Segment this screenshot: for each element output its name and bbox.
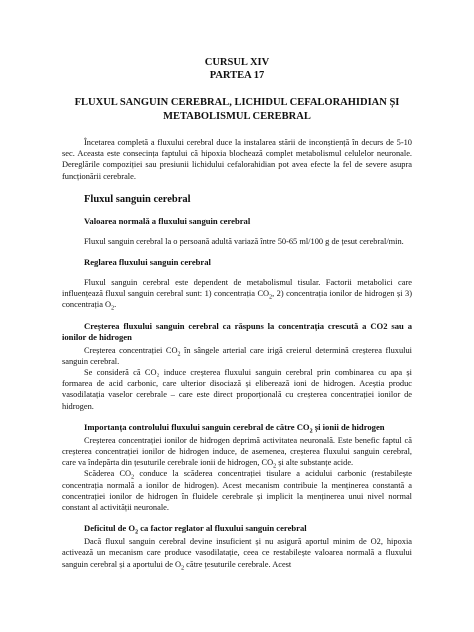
paragraph-co2-increase-2: Se consideră că CO₂ induce creșterea fluxului sanguin cerebral prin combinarea cu apa și formarea de acid carbonic, care ulterior disociază și eliberează ioni de hidrogen. Aceștia produc vasodilatația vaselor cerebrale – care este direct proporțională cu creșterea concentrației ionilor de hidrogen. — [62, 368, 412, 411]
subsection-heading-normal-value: Valoarea normală a fluxului sanguin cerebral — [84, 215, 251, 226]
subsection-heading-control-importance: Importanța controlului fluxului sanguin cerebral de către $CO_2$ și ionii de hidrogen — [84, 421, 385, 435]
paragraph-co2-increase-1: Creșterea concentrației $CO_2$ în sângele arterial care irigă creierul determină creșterea fluxului sanguin cerebral. — [62, 345, 413, 366]
paragraph-o2-deficit: Dacă fluxul sanguin cerebral devine insuficient și nu asigură aportul minim de O2, hipoxia activează un mecanism care produce vasodilatație, ceea ce restabilește valoarea normală a fluxului sanguin cerebral și a aportului de $O_2$ către țesuturile cerebrale. Acest — [62, 537, 412, 572]
section-heading: Fluxul sanguin cerebral — [84, 193, 191, 205]
paragraph-regulation: Fluxul sanguin cerebral este dependent de metabolismul tisular. Factorii metabolici care influențează fluxul sanguin cerebral sunt: 1) concentrația $CO_2$, 2) concentrația ionilor de hidrogen și 3) concentrația $O_2$. — [62, 278, 412, 313]
subsection-heading-o2-deficit: Deficitul de $O_2$ ca factor reglator al fluxului sanguin cerebral — [84, 523, 307, 536]
intro-paragraph: Încetarea completă a fluxului cerebral duce la instalarea stării de inconștiență în decurs de 5-10 sec. Aceasta este consecința faptului că hipoxia blochează complet metabolismul celulelor neuronale. Dereglările compoziției sau presiunii lichidului cefalorahidian pot avea efecte la fel de severe asupra funcționării cerebrale. — [62, 138, 412, 181]
paragraph-control-importance-1: Creșterea concentrației ionilor de hidrogen deprimă activitatea neuronală. Este benefic faptul că creșterea concentrației ionilor de hidrogen induce, de asemenea, creșterea fluxului sanguin cerebral, care va îndepărta din țesuturile cerebrale ionii de hidrogen, $CO_2$ și alte substanțe acide. — [62, 435, 412, 470]
document-title-line2: METABOLISMUL CEREBRAL — [163, 110, 311, 122]
part-number: PARTEA 17 — [209, 70, 265, 81]
subsection-heading-regulation: Reglarea fluxului sanguin cerebral — [84, 257, 211, 268]
course-number: CURSUL XIV — [204, 57, 270, 68]
paragraph-control-importance-2: Scăderea $CO_2$ conduce la scăderea concentrației tisulare a acidului carbonic (restabilește concentrația normală a ionilor de hidrogen). Acest mecanism contribuie la menținerea constantă a concentrației ionilor de hidrogen în fluidele cerebrale și implicit la menținerea unui nivel normal constant al activității neuronale. — [62, 469, 412, 513]
document-title-line1: FLUXUL SANGUIN CEREBRAL, LICHIDUL CEFALORAHIDIAN ȘI — [74, 97, 400, 108]
document-title — [62, 96, 412, 123]
paragraph-normal-value: Fluxul sanguin cerebral la o persoană adultă variază între 50-65 ml/100 g de țesut cerebral/min. — [84, 236, 404, 246]
subsection-heading-co2-increase: Creșterea fluxului sanguin cerebral ca răspuns la concentrația crescută a CO2 sau a ionilor de hidrogen — [62, 320, 412, 342]
